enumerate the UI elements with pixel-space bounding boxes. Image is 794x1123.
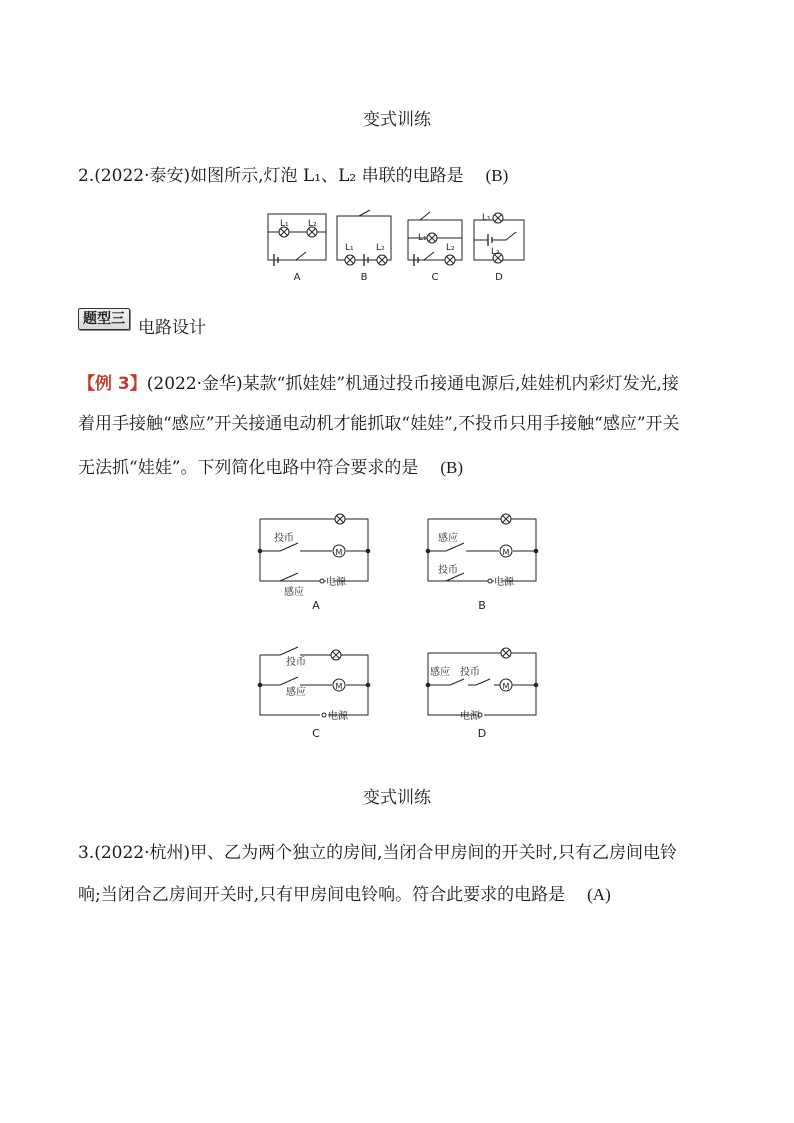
heading-variant-training-2: 变式训练 [363,788,431,808]
section-badge: 题型三 [78,308,130,330]
question-3-answer: (A) [587,885,611,904]
fig3-d-coin: 投币 [460,667,480,678]
example-3-line-2: 着用手接触“感应”开关接通电动机才能抓取“娃娃”,不投币只用手接触“感应”开关 [78,414,680,434]
fig3-c-power: 电源 [328,711,348,722]
question-2 [78,161,508,186]
question-3-line-2 [78,880,611,905]
question-2-text: 2.(2022·泰安)如图所示,灯泡 L₁、L₂ 串联的电路是 [78,166,464,186]
heading-variant-training-1: 变式训练 [363,110,431,130]
fig2-c-l1: L₁ [418,233,427,243]
section-title: 电路设计 [138,318,206,338]
fig3-b-sense: 感应 [438,533,458,544]
fig2-d-l1: L₁ [482,213,491,223]
example-3-answer: (B) [440,458,464,477]
fig2-b-l2: L₂ [376,243,385,253]
fig3-a-coin: 投币 [274,533,294,544]
fig2-label-c: C [431,272,439,283]
question-2-answer: (B) [485,166,509,185]
fig3-d-sense: 感应 [430,667,450,678]
question-3-line-1: 3.(2022·杭州)甲、乙为两个独立的房间,当闭合甲房间的开关时,只有乙房间电铃 [78,843,677,863]
fig2-b-l1: L₁ [345,243,354,253]
fig3-label-b: B [478,599,486,612]
question-3-text-2: 响;当闭合乙房间开关时,只有甲房间电铃响。符合此要求的电路是 [78,885,566,905]
question-2-figure [260,208,530,288]
fig3-label-a: A [312,599,320,612]
fig3-b-power: 电源 [494,577,514,588]
example-3-line-3 [78,453,463,478]
fig3-label-c: C [312,727,320,740]
example-3-line-1 [78,369,679,394]
example-3-text-3: 无法抓“娃娃”。下列简化电路中符合要求的是 [78,458,419,478]
fig3-d-motor: M [502,682,510,691]
example-3-label: 【例 3】 [78,374,147,394]
fig2-label-d: D [495,272,503,283]
fig2-label-b: B [360,272,368,283]
fig3-c-sense: 感应 [286,687,306,698]
fig3-a-power: 电源 [326,577,346,588]
fig2-a-l1: L₁ [280,219,289,229]
fig3-a-sense: 感应 [284,587,304,598]
fig2-a-l2: L₂ [308,219,317,229]
fig3-b-motor: M [502,548,510,557]
fig2-c-l2: L₂ [446,243,455,253]
fig2-label-a: A [293,272,301,283]
fig3-b-coin: 投币 [438,565,458,576]
fig3-label-d: D [477,727,487,740]
example-3-figure [250,505,550,745]
fig3-a-motor: M [335,548,343,557]
fig3-c-coin: 投币 [286,657,306,668]
fig3-c-motor: M [335,682,343,691]
fig3-d-power: 电源 [460,711,480,722]
fig2-d-l2: L₂ [491,247,500,257]
example-3-text-1: (2022·金华)某款“抓娃娃”机通过投币接通电源后,娃娃机内彩灯发光,接 [146,374,679,394]
